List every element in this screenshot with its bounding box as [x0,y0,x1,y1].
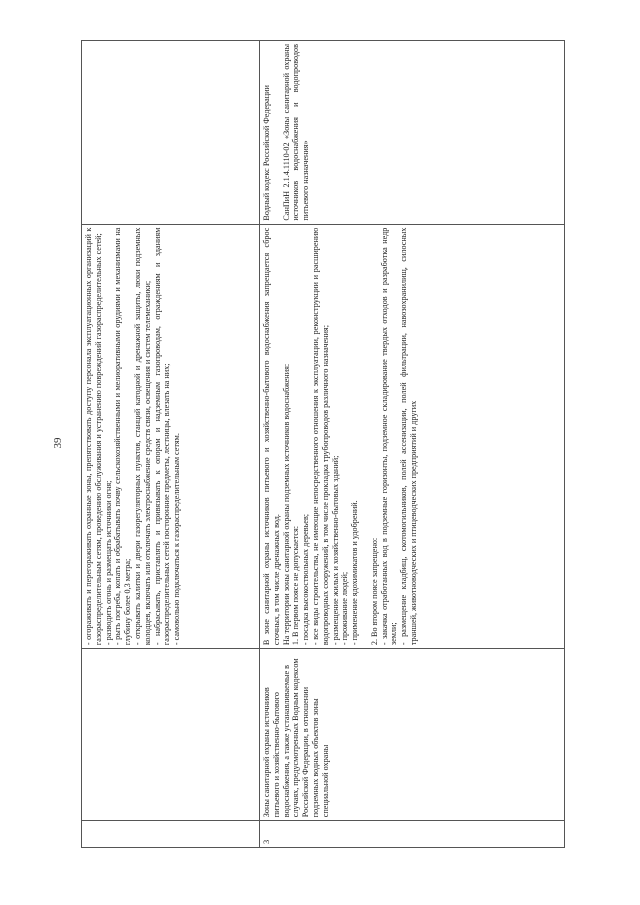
cell-regime: В зоне санитарной охраны источников питьевого и хозяйственно-бытового водоснабжения запрещается сброс сточных, в том числе дренажных вод. На территории зоны санитарной охраны подземных источников водоснабжения: 1. В первом поясе не допускается: - посадка высокоствольных деревьев; - все виды строительства, не имеющие непосредственного отношения к эксплуатации, реконструкции и расширению водопроводных сооружений, в том числе прокладка трубопроводов различного назначения; - размещение жилых и хозяйственно-бытовых зданий; - проживание людей; - применение ядохимикатов и удобрений. 2. Во втором поясе запрещено: - закачка отработанных вод в подземные горизонты, подземное складирование твердых отходов и разработка недр земли; - размещение кладбищ, скотомогильников, полей ассенизации, полей фильтрации, навозохранилищ, силосных траншей, животноводческих и птицеводческих предприятий и других [260,224,565,649]
restrictions-table [81,40,565,848]
cell-regime: - огораживать и перегораживать охранные зоны, препятствовать доступу персонала эксплуатационных организаций к газораспределительным сетям, проведению обслуживания и устранению повреждений газораспределительных сетей; - разводить огонь и размещать источники огня; - рыть погреба, копать и обрабатывать почву сельскохозяйственными и мелиоративными орудиями и механизмами на глубину более 0,3 метра; - открывать калитки и двери газорегуляторных пунктов, станций катодной и дренажной защиты, люки подземных колодцев, включать или отключать электроснабжение средств связи, освещения и систем телемеханики; - набрасывать, приставлять и привязывать к опорам и надземным газопроводам, ограждениям и зданиям газораспределительных сетей посторонние предметы, лестницы, влезать на них; - самовольно подключаться к газораспределительным сетям. [82,224,260,649]
rotated-table-container [81,40,565,848]
table-row-3 [260,41,565,848]
cell-num [82,821,260,848]
table-row-continuation [82,41,260,848]
cell-basis [82,41,260,225]
cell-zone [82,649,260,821]
page-number: 39 [52,437,64,449]
cell-basis: Водный кодекс Российской Федерации СанПиН 2.1.4.1110-02 «Зоны санитарной охраны источников водоснабжения и водопроводов питьевого назначения» [260,41,565,225]
cell-num: 3 [260,821,565,848]
cell-zone: Зоны санитарной охраны источников питьевого и хозяйственно-бытового водоснабжения, а также устанавливаемые в случаях, предусмотренных Водным кодексом Российской Федерации, в отношении подземных водных объектов зоны специальной охраны [260,649,565,821]
